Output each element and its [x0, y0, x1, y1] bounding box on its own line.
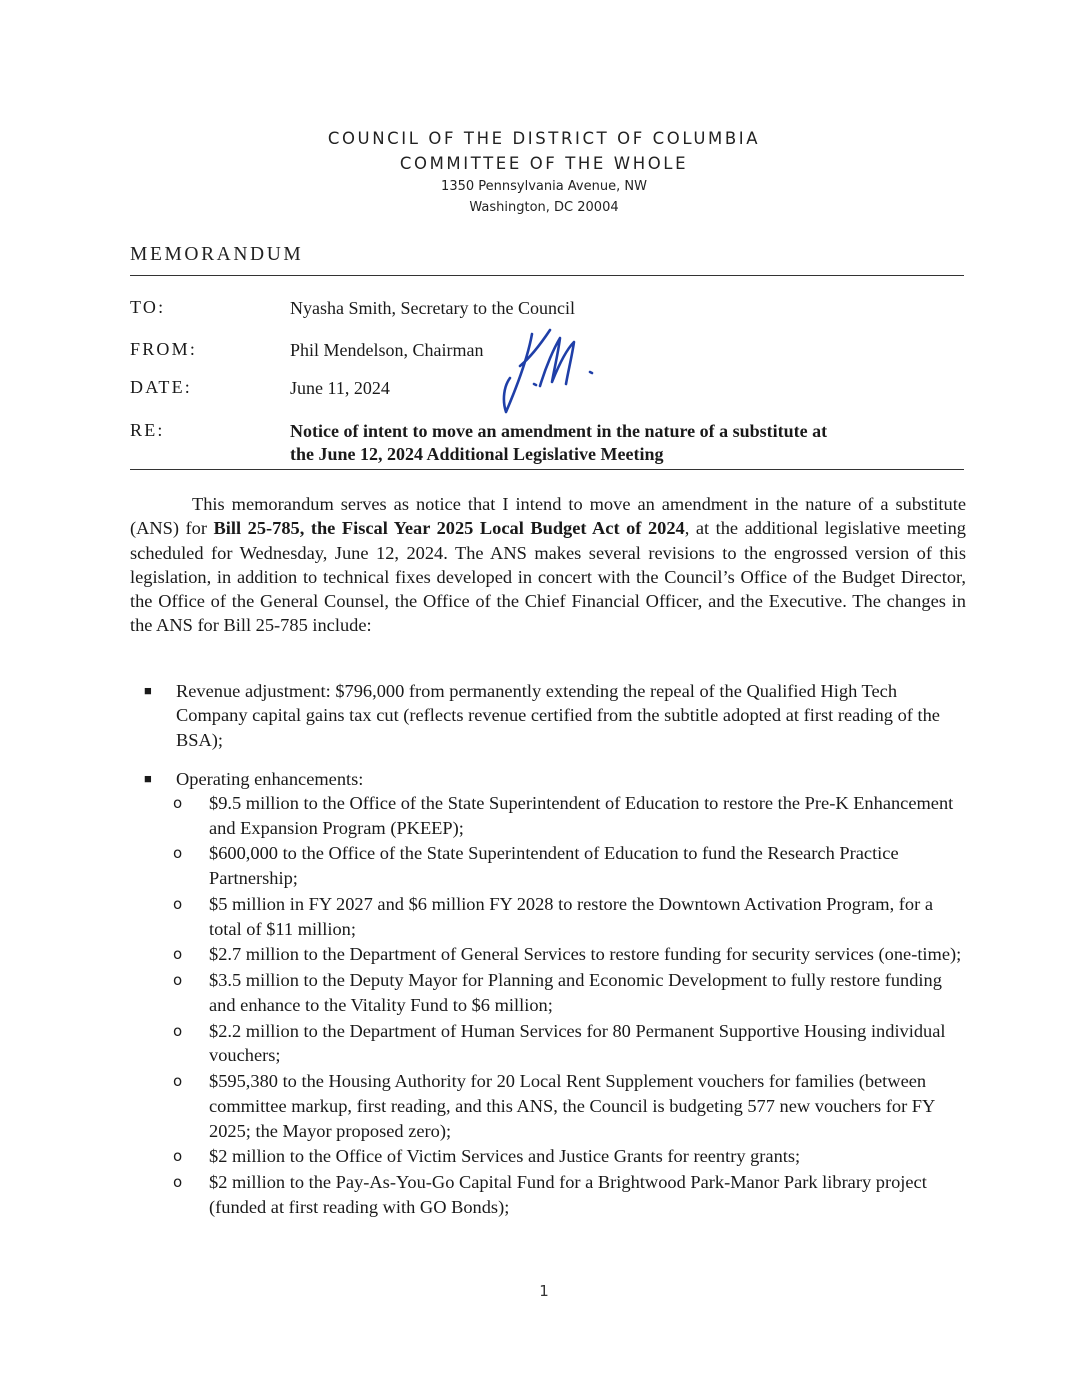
circle-bullet-icon: o [173, 1173, 183, 1192]
circle-bullet-icon: o [173, 1147, 183, 1166]
circle-bullet-icon: o [173, 844, 183, 863]
bullet-revenue [130, 679, 966, 752]
re-subject-line1: Notice of intent to move an amendment in the nature of a substitute at [290, 421, 828, 441]
intro-text-a: This memorandum serves as notice that I intend to move an amendment in the nature of a substitute (ANS) for [130, 494, 966, 539]
date-label: DATE: [130, 377, 192, 397]
list-item [173, 1170, 968, 1219]
to-label: TO: [130, 297, 166, 317]
list-item [173, 942, 968, 967]
chairman-signature [498, 326, 608, 416]
to-value: Nyasha Smith, Secretary to the Council [290, 298, 575, 318]
list-item [173, 791, 968, 840]
list-item-text: $2.2 million to the Department of Human Services for 80 Permanent Supportive Housing individual vouchers; [209, 1020, 946, 1066]
re-subject-line2: the June 12, 2024 Additional Legislative Meeting [290, 444, 664, 464]
list-item-text: $5 million in FY 2027 and $6 million FY 2028 to restore the Downtown Activation Program, for a total of $11 million; [209, 893, 933, 939]
header-divider [130, 469, 964, 470]
address-street: 1350 Pennsylvania Avenue, NW [441, 179, 647, 194]
intro-paragraph [130, 492, 966, 638]
date-value: June 11, 2024 [290, 378, 390, 398]
committee-name: COMMITTEE OF THE WHOLE [399, 154, 689, 173]
circle-bullet-icon: o [173, 794, 183, 812]
from-value: Phil Mendelson, Chairman [290, 340, 484, 360]
title-divider [130, 275, 964, 276]
list-item-text: $2 million to the Office of Victim Services and Justice Grants for reentry grants; [209, 1146, 801, 1167]
from-label: FROM: [130, 339, 198, 359]
circle-bullet-icon: o [173, 1021, 183, 1040]
bill-title: Bill 25-785, the Fiscal Year 2025 Local Budget Act of 2024 [213, 518, 685, 539]
list-item [173, 1069, 968, 1143]
circle-bullet-icon: o [173, 971, 183, 990]
bullet-operating [130, 767, 966, 791]
square-bullet-icon: ■ [144, 683, 152, 698]
circle-bullet-icon: o [173, 945, 183, 964]
letterhead [0, 126, 1088, 218]
list-item-text: $2 million to the Pay-As-You-Go Capital Fund for a Brightwood Park-Manor Park library project (funded at first reading with GO Bonds); [209, 1172, 927, 1217]
circle-bullet-icon: o [173, 894, 183, 913]
list-item-text: $3.5 million to the Deputy Mayor for Planning and Economic Development to fully restore funding and enhance to the Vitality Fund to $6 million; [209, 970, 942, 1015]
circle-bullet-icon: o [173, 1072, 183, 1091]
operating-enhancements-label: Operating enhancements: [176, 769, 364, 789]
list-item-text: $595,380 to the Housing Authority for 20 Local Rent Supplement vouchers for families (between committee markup, first reading, and this ANS, the Council is budgeting 577 new vouchers for FY 2025; the Mayor proposed zero); [209, 1071, 935, 1141]
list-item-text: $9.5 million to the Office of the State Superintendent of Education to restore the Pre-K Enhancement and Expansion Program (PKEEP); [209, 793, 954, 838]
council-name: COUNCIL OF THE DISTRICT OF COLUMBIA [327, 129, 761, 148]
list-item [173, 968, 968, 1017]
revenue-adjustment-text: Revenue adjustment: $796,000 from permanently extending the repeal of the Qualified High Tech Company capital gains tax cut (reflects revenue certified from the subtitle adopted at first reading of the BSA); [176, 681, 940, 750]
re-subject [290, 420, 980, 466]
memo-title: MEMORANDUM [130, 244, 304, 265]
list-item-text: $2.7 million to the Department of General Services to restore funding for security services (one-time); [209, 944, 962, 965]
list-item [173, 1019, 968, 1068]
list-item [173, 892, 968, 941]
address-city: Washington, DC 20004 [469, 200, 619, 215]
list-item-text: $600,000 to the Office of the State Superintendent of Education to fund the Research Practice Partnership; [209, 843, 899, 889]
intro-text-b: , at the additional legislative meeting scheduled for Wednesday, June 12, 2024. The ANS makes several revisions to the engrossed version of this legislation, in addition to technical fixes developed in concert with the Council’s Office of the Budget Director, the Office of the General Counsel, the Office of the Chief Financial Officer, and the Executive. The changes in the ANS for Bill 25-785 include: [130, 518, 966, 636]
re-label: RE: [130, 420, 165, 440]
square-bullet-icon: ■ [144, 771, 152, 786]
list-item [173, 1144, 968, 1169]
page-number: 1 [539, 1282, 549, 1300]
list-item [173, 841, 968, 890]
operating-enhancements-list [173, 791, 968, 1221]
